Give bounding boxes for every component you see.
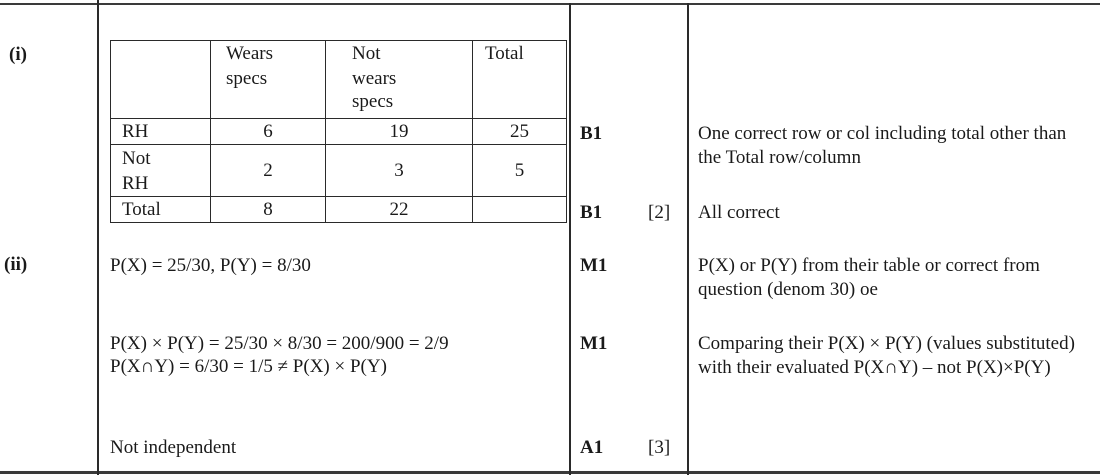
mark-guidance: Comparing their P(X) × P(Y) (values substituted) with their evaluated P(X∩Y) – not P(X)×P(Y) — [698, 333, 1075, 378]
mark-guidance: All correct — [698, 202, 780, 223]
table-cell: 8 — [211, 197, 326, 223]
header-line: Not — [352, 43, 381, 64]
row-label: RH — [111, 119, 211, 145]
col-divider-guidance — [687, 3, 689, 475]
mark-code: M1 — [580, 333, 608, 354]
table-cell: 2 — [211, 145, 326, 197]
header-line: wears — [352, 68, 397, 89]
table-header-cell — [473, 41, 567, 119]
mark-code: B1 — [580, 123, 603, 144]
mark-code: M1 — [580, 255, 608, 276]
mark-guidance: One correct row or col including total other than the Total row/column — [698, 123, 1067, 168]
col-divider-marks — [569, 3, 571, 475]
header-line: specs — [226, 68, 268, 89]
table-header-cell — [326, 41, 473, 119]
header-line: Wears — [226, 43, 273, 64]
table-row — [111, 145, 567, 197]
mark-code: B1 — [580, 202, 603, 223]
table-header-row — [111, 41, 567, 119]
row-label — [111, 145, 211, 197]
part-label-ii: (ii) — [4, 254, 28, 275]
col-divider-answer — [97, 0, 99, 475]
mark-total: [2] — [648, 202, 671, 223]
mark-guidance: P(X) or P(Y) from their table or correct from question (denom 30) oe — [698, 255, 1040, 300]
mark-total: [3] — [648, 437, 671, 458]
table-row — [111, 197, 567, 223]
working-line: P(X) × P(Y) = 25/30 × 8/30 = 200/900 = 2/9 — [110, 333, 449, 354]
row-label-line: RH — [122, 172, 149, 194]
row-label: Total — [111, 197, 211, 223]
top-rule — [0, 3, 1100, 5]
header-line: Total — [485, 43, 524, 64]
bottom-rule — [0, 471, 1100, 474]
table-cell: 19 — [326, 119, 473, 145]
table-cell: 3 — [326, 145, 473, 197]
table-cell — [473, 197, 567, 223]
part-label-i: (i) — [9, 44, 27, 65]
table-cell: 6 — [211, 119, 326, 145]
table-cell: 25 — [473, 119, 567, 145]
table-row — [111, 119, 567, 145]
working-conclusion: Not independent — [110, 437, 237, 458]
mark-code: A1 — [580, 437, 604, 458]
table-header-corner — [111, 41, 211, 119]
header-line: specs — [352, 91, 394, 112]
table-header-cell — [211, 41, 326, 119]
row-label-line: Not — [122, 147, 151, 169]
table-cell: 5 — [473, 145, 567, 197]
working-line: P(X) = 25/30, P(Y) = 8/30 — [110, 255, 311, 276]
working-line: P(X∩Y) = 6/30 = 1/5 ≠ P(X) × P(Y) — [110, 356, 387, 377]
table-cell: 22 — [326, 197, 473, 223]
contingency-table — [110, 40, 567, 223]
